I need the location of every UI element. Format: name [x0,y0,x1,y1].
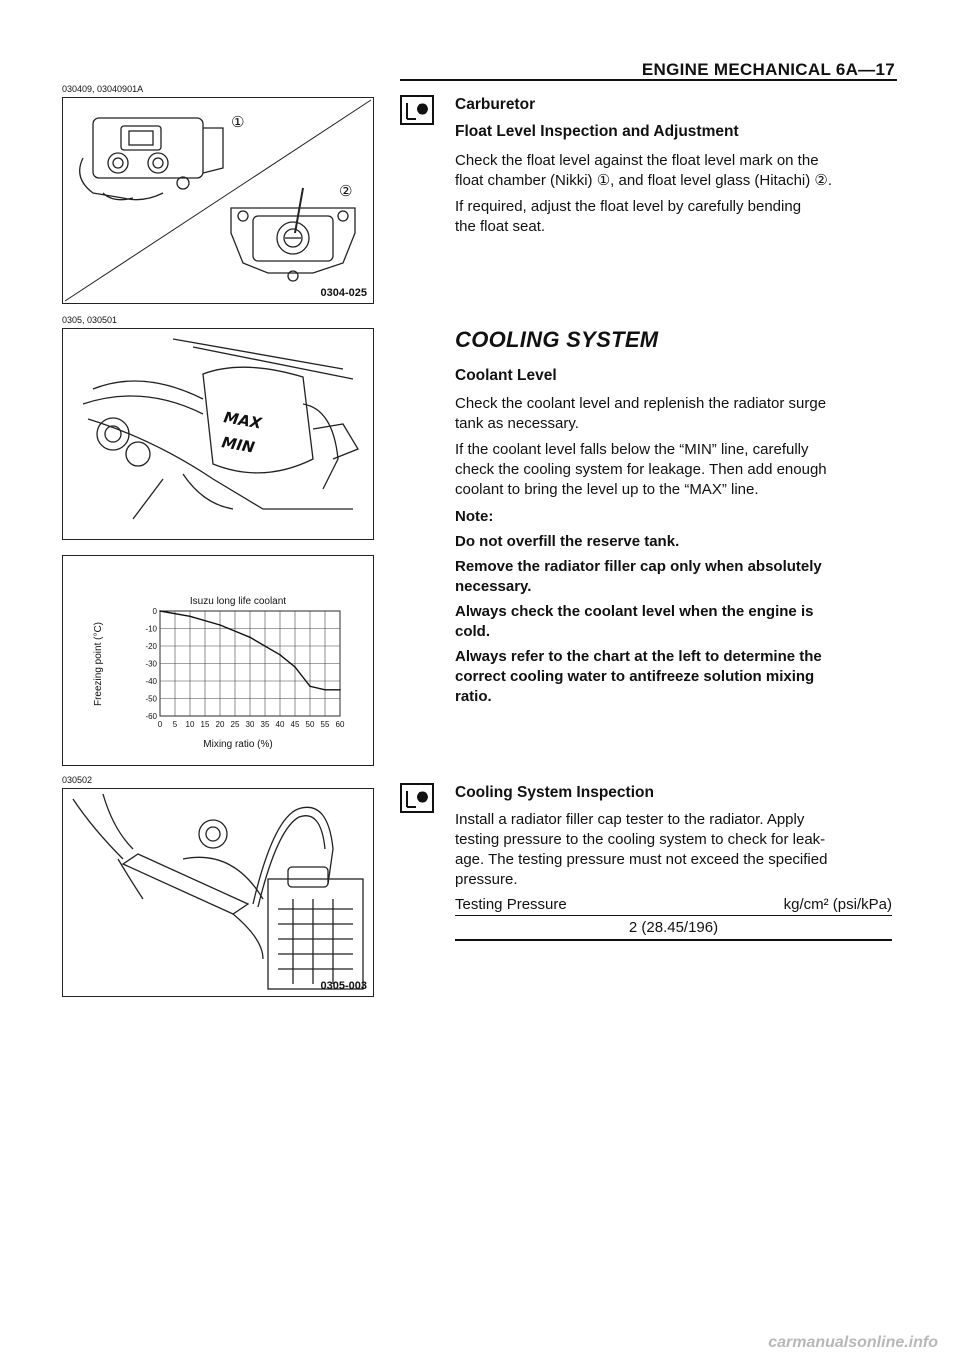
chart-title: Isuzu long life coolant [189,596,287,607]
carburetor-para2-line: the float seat. [455,218,546,235]
chart-x-tick-label: 10 [185,720,195,729]
chart-y-tick-label: -20 [145,642,157,651]
chart-x-tick-label: 40 [275,720,285,729]
inspection-line: testing pressure to the cooling system to check for leak- [455,831,826,848]
chart-x-tick-label: 20 [215,720,225,729]
spec-rule-bottom [455,939,892,941]
note-item: Always refer to the chart at the left to determine the [455,648,822,665]
chart-x-tick-label: 30 [245,720,255,729]
chart-ylabel: Freezing point (°C) [93,621,104,707]
chart-x-tick-label: 15 [200,720,210,729]
figure-code: 0305, 030501 [62,315,118,325]
figure-number: 0304-025 [320,287,367,299]
note-label: Note: [455,508,494,525]
spec-label: Testing Pressure [455,896,567,913]
chart-y-tick-label: -10 [145,624,157,634]
callout-1: ① [231,113,245,131]
coolant-chart-figure [62,555,374,766]
chart-y-tick-label: -60 [145,712,157,721]
note-item: Remove the radiator filler cap only when absolutely [455,558,822,575]
watermark: carmanualsonline.info [768,1334,938,1351]
carburetor-figure [62,97,374,304]
chart-xlabel: Mixing ratio (%) [203,739,273,750]
chart-x-tick-label: 25 [230,720,240,729]
spec-rule-top [455,915,892,916]
note-item: necessary. [455,578,532,595]
carburetor-para1-line: Check the float level against the float level mark on the [455,152,819,169]
carburetor-para1-line: float chamber (Nikki) ①, and float level glass (Hitachi) ②. [455,172,833,189]
callout-2: ② [339,182,353,200]
note-item: ratio. [455,688,492,705]
inspection-line: age. The testing pressure must not exceed the specified [455,851,828,868]
service-wrench-icon [400,783,434,813]
max-label: MAX [222,408,263,433]
inspection-line: pressure. [455,871,518,888]
coolant-para2-line: coolant to bring the level up to the “MAX” line. [455,481,759,498]
note-item: Do not overfill the reserve tank. [455,533,680,550]
figure-number: 0305-003 [320,980,367,992]
float-level-subheading: Float Level Inspection and Adjustment [455,123,739,140]
cap-tester-figure [62,788,374,997]
note-item: cold. [455,623,491,640]
header-rule [400,79,897,81]
chart-y-tick-label: -30 [145,659,157,669]
coolant-para2-line: check the cooling system for leakage. Then add enough [455,461,827,478]
chart-x-tick-label: 5 [172,720,178,729]
coolant-para1-line: tank as necessary. [455,415,579,432]
chart-y-tick-label: -40 [145,677,157,686]
carburetor-heading: Carburetor [455,96,536,113]
reserve-tank-figure [62,328,374,540]
service-wrench-icon [400,95,434,125]
reserve-tank-illustration [63,329,373,539]
spec-unit: kg/cm² (psi/kPa) [783,896,892,913]
coolant-level-heading: Coolant Level [455,367,557,384]
note-item: correct cooling water to antifreeze solution mixing [455,668,815,685]
cap-tester-illustration [63,789,373,996]
chart-x-tick-label: 55 [320,720,330,729]
figure-code: 030502 [62,775,93,785]
carburetor-illustration [63,98,373,303]
cooling-system-heading: COOLING SYSTEM [455,327,659,352]
carburetor-para2-line: If required, adjust the float level by carefully bending [455,198,802,215]
min-label: MIN [220,433,256,457]
chart-y-tick-label: 0 [152,607,157,616]
coolant-para2-line: If the coolant level falls below the “MIN” line, carefully [455,441,809,458]
coolant-para1-line: Check the coolant level and replenish the radiator surge [455,395,827,412]
chart-x-tick-label: 45 [290,720,300,729]
spec-value: 2 (28.45/196) [628,919,719,936]
page-header-title: ENGINE MECHANICAL 6A—17 [641,60,895,79]
chart-x-tick-label: 0 [157,720,163,729]
inspection-heading: Cooling System Inspection [455,784,654,801]
chart-y-tick-label: -50 [145,694,157,704]
inspection-line: Install a radiator filler cap tester to the radiator. Apply [455,811,805,828]
note-item: Always check the coolant level when the engine is [455,603,814,620]
figure-code: 030409, 03040901A [62,84,144,94]
chart-x-tick-label: 35 [260,720,270,729]
coolant-chart [63,556,373,765]
chart-x-tick-label: 60 [335,720,345,729]
chart-x-tick-label: 50 [305,720,315,729]
